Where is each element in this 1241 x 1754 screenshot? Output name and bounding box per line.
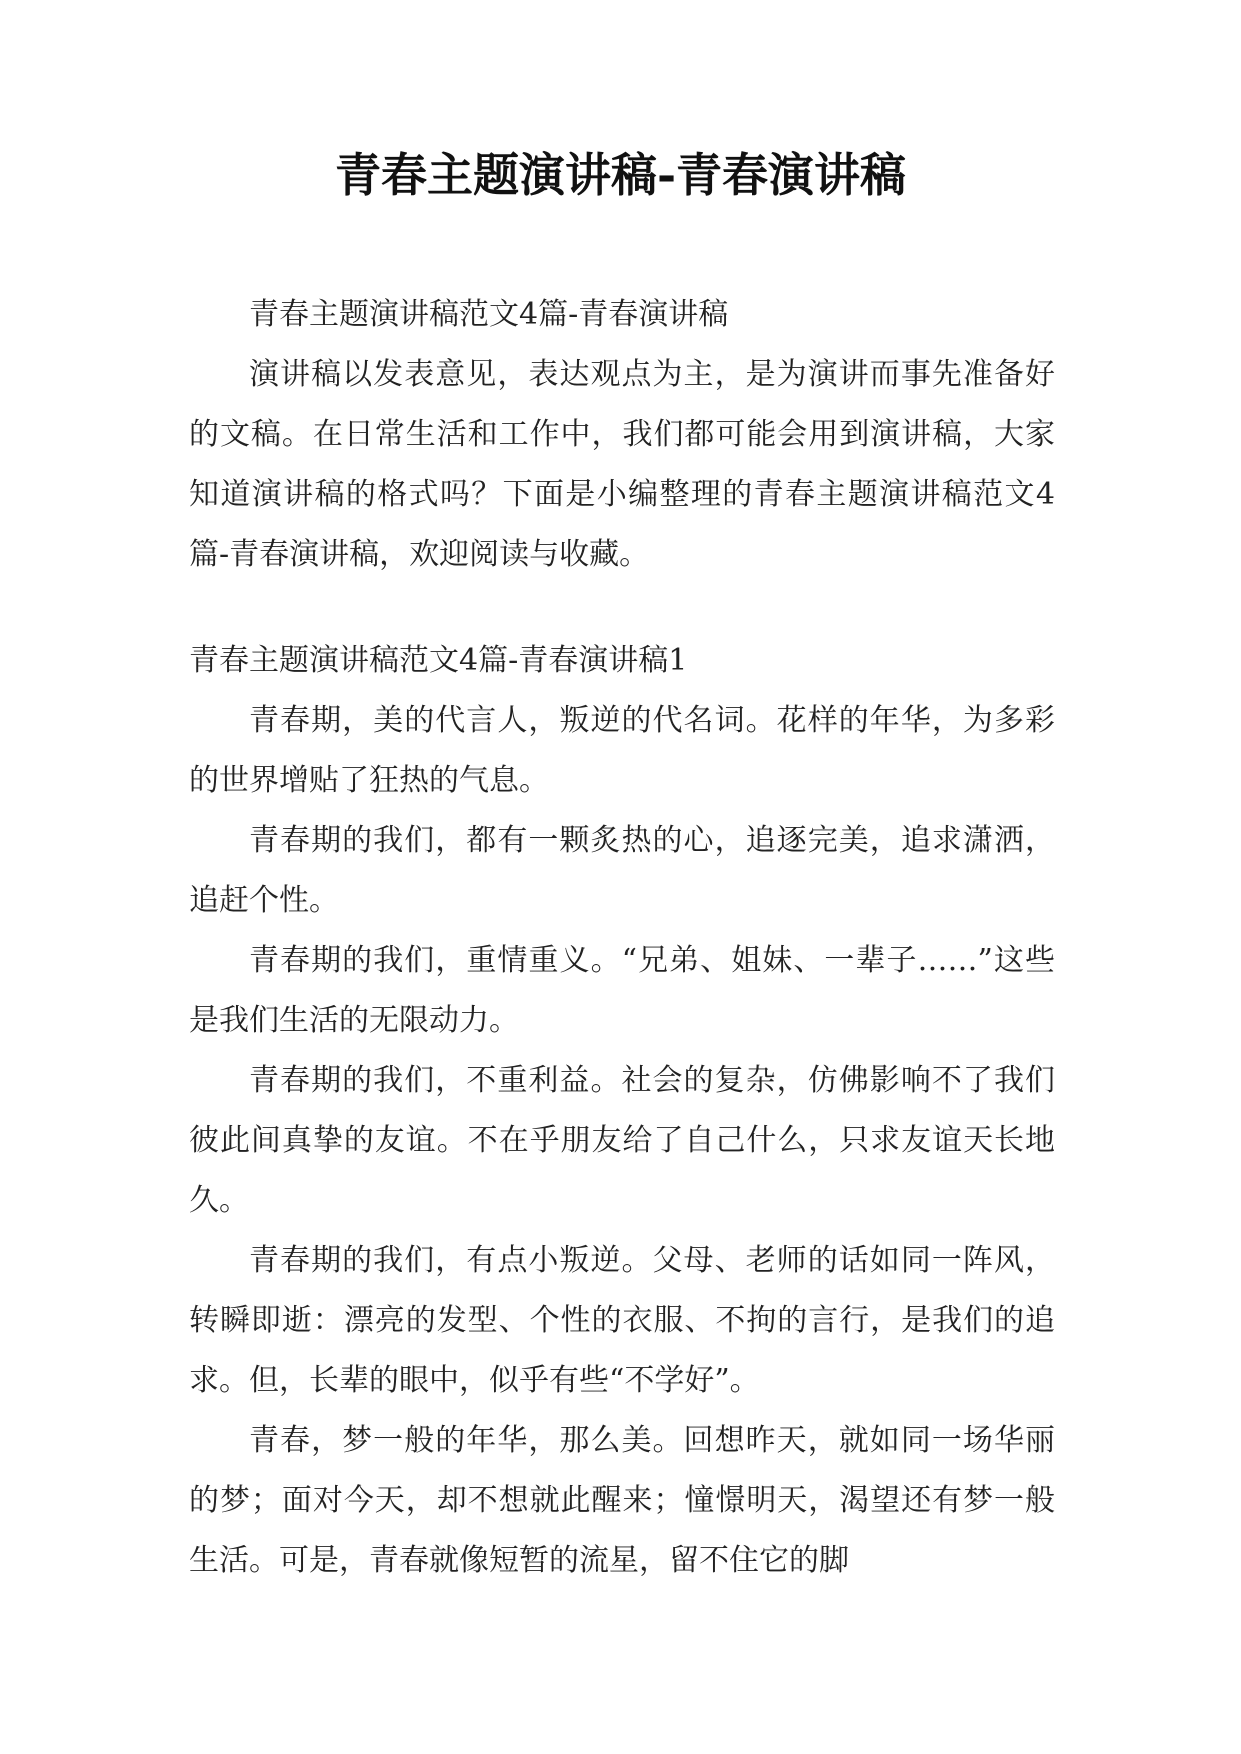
body-paragraph: 青春期，美的代言人，叛逆的代名词。花样的年华，为多彩的世界增贴了狂热的气息。 — [189, 703, 1055, 798]
body-paragraph: 青春期的我们，重情重义。“兄弟、姐妹、一辈子……”这些是我们生活的无限动力。 — [189, 943, 1055, 1038]
document-body — [189, 285, 1055, 1591]
intro-heading: 青春主题演讲稿范文4篇-青春演讲稿 — [249, 297, 729, 332]
document-title: 青春主题演讲稿-青春演讲稿 — [334, 148, 907, 202]
section-spacer — [189, 585, 1055, 631]
section-heading: 青春主题演讲稿范文4篇-青春演讲稿1 — [189, 643, 688, 678]
body-paragraph: 青春期的我们，都有一颗炙热的心，追逐完美，追求潇洒，追赶个性。 — [189, 823, 1055, 918]
body-paragraph: 青春，梦一般的年华，那么美。回想昨天，就如同一场华丽的梦；面对今天，却不想就此醒来；憧憬明天，渴望还有梦一般生活。可是，青春就像短暂的流星，留不住它的脚 — [189, 1423, 1055, 1578]
body-paragraph: 青春期的我们，不重利益。社会的复杂，仿佛影响不了我们彼此间真挚的友谊。不在乎朋友给了自己什么，只求友谊天长地久。 — [189, 1063, 1055, 1218]
body-paragraph: 青春期的我们，有点小叛逆。父母、老师的话如同一阵风，转瞬即逝：漂亮的发型、个性的衣服、不拘的言行，是我们的追求。但，长辈的眼中，似乎有些“不学好”。 — [189, 1243, 1055, 1398]
intro-paragraph: 演讲稿以发表意见，表达观点为主，是为演讲而事先准备好的文稿。在日常生活和工作中，我们都可能会用到演讲稿，大家知道演讲稿的格式吗？下面是小编整理的青春主题演讲稿范文4篇-青春演讲稿，欢迎阅读与收藏。 — [189, 357, 1055, 572]
